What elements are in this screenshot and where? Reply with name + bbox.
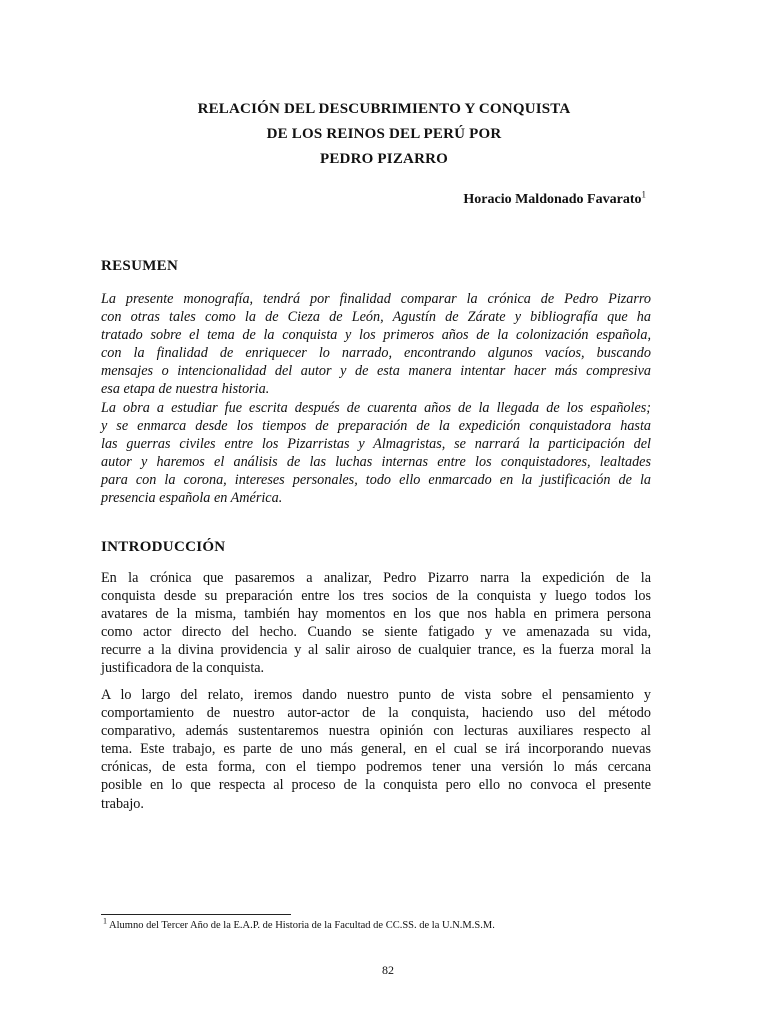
author-byline [463, 189, 646, 208]
resumen-line: para con la corona, intereses personales, todo ello enmarcado en la justificación de la [101, 471, 651, 488]
paragraph-line: A lo largo del relato, iremos dando nuestro punto de vista sobre el pensamiento y [101, 687, 651, 703]
resumen-line: con otras tales como la de Cieza de León, Agustín de Zárate y bibliografía que ha [101, 309, 651, 326]
resumen-line: presencia española en América. [101, 490, 283, 507]
paragraph-line: comparativo, además sustentaremos nuestra opinión con lecturas auxiliares respecto al [101, 723, 651, 740]
author-footnote-marker: 1 [641, 189, 646, 200]
resumen-line: La presente monografía, tendrá por finalidad comparar la crónica de Pedro Pizarro [101, 291, 651, 307]
paragraph-line: trabajo. [101, 795, 144, 812]
footnote-marker: 1 [103, 916, 107, 926]
resumen-line: y se enmarca desde los tiempos de preparación de la expedición conquistadora hasta [101, 417, 651, 434]
paragraph-line: En la crónica que pasaremos a analizar, Pedro Pizarro narra la expedición de la [101, 570, 651, 586]
footnote-text: Alumno del Tercer Año de la E.A.P. de Historia de la Facultad de CC.SS. de la U.N.M.S.M. [109, 920, 495, 931]
resumen-line: autor y haremos el análisis de las luchas internas entre los conquistadores, lealtades [101, 453, 651, 470]
resumen-line: las guerras civiles entre los Pizarristas y Almagristas, se narrará la participación del [101, 435, 651, 452]
paragraph-line: crónicas, de esta forma, con el tiempo podremos tener una versión lo más cercana [101, 759, 651, 776]
paragraph-line: recurre a la divina providencia y al salir airoso de cualquier trance, es la fuerza moral la [101, 642, 651, 659]
resumen-line: mensajes o intencionalidad del autor y de esta manera intentar hacer más compresiva [101, 363, 651, 380]
title-line-2: DE LOS REINOS DEL PERÚ POR [266, 126, 502, 142]
page-number: 82 [382, 963, 394, 977]
footnote [103, 916, 495, 931]
resumen-line: La obra a estudiar fue escrita después de cuarenta años de la llegada de los españoles; [101, 399, 651, 416]
author-name: Horacio Maldonado Favarato [463, 192, 642, 207]
title-line-1: RELACIÓN DEL DESCUBRIMIENTO Y CONQUISTA [197, 101, 571, 117]
resumen-text [101, 290, 651, 507]
resumen-heading: RESUMEN [101, 258, 179, 274]
footnote-divider [101, 914, 291, 915]
paragraph-line: tema. Este trabajo, es parte de uno más general, en el cual se irá incorporando nuevas [101, 741, 651, 758]
resumen-line: con la finalidad de enriquecer lo narrado, encontrando algunos vacíos, buscando [101, 345, 651, 362]
paragraph-line: justificadora de la conquista. [101, 660, 265, 677]
paragraph-line: avatares de la misma, también hay momentos en los que nos habla en primera persona [101, 606, 651, 623]
paragraph-line: posible en lo que respecta al proceso de la conquista pero ello no convoca el presente [101, 777, 651, 794]
paragraph-line: como actor directo del hecho. Cuando se siente fatigado y ve amenazada su vida, [101, 624, 651, 641]
title-line-3: PEDRO PIZARRO [319, 151, 449, 167]
introduccion-heading: INTRODUCCIÓN [101, 539, 226, 555]
resumen-line: tratado sobre el tema de la conquista y los primeros años de la colonización española, [101, 327, 651, 344]
paragraph-line: conquista desde su preparación entre los tres socios de la conquista y luego todos los [101, 588, 651, 605]
introduccion-paragraph-1 [101, 569, 651, 678]
introduccion-paragraph-2 [101, 686, 651, 813]
paper-title [0, 97, 768, 172]
paragraph-line: comportamiento de nuestro autor-actor de la conquista, haciendo uso del método [101, 705, 651, 722]
resumen-line: esa etapa de nuestra historia. [101, 381, 270, 398]
